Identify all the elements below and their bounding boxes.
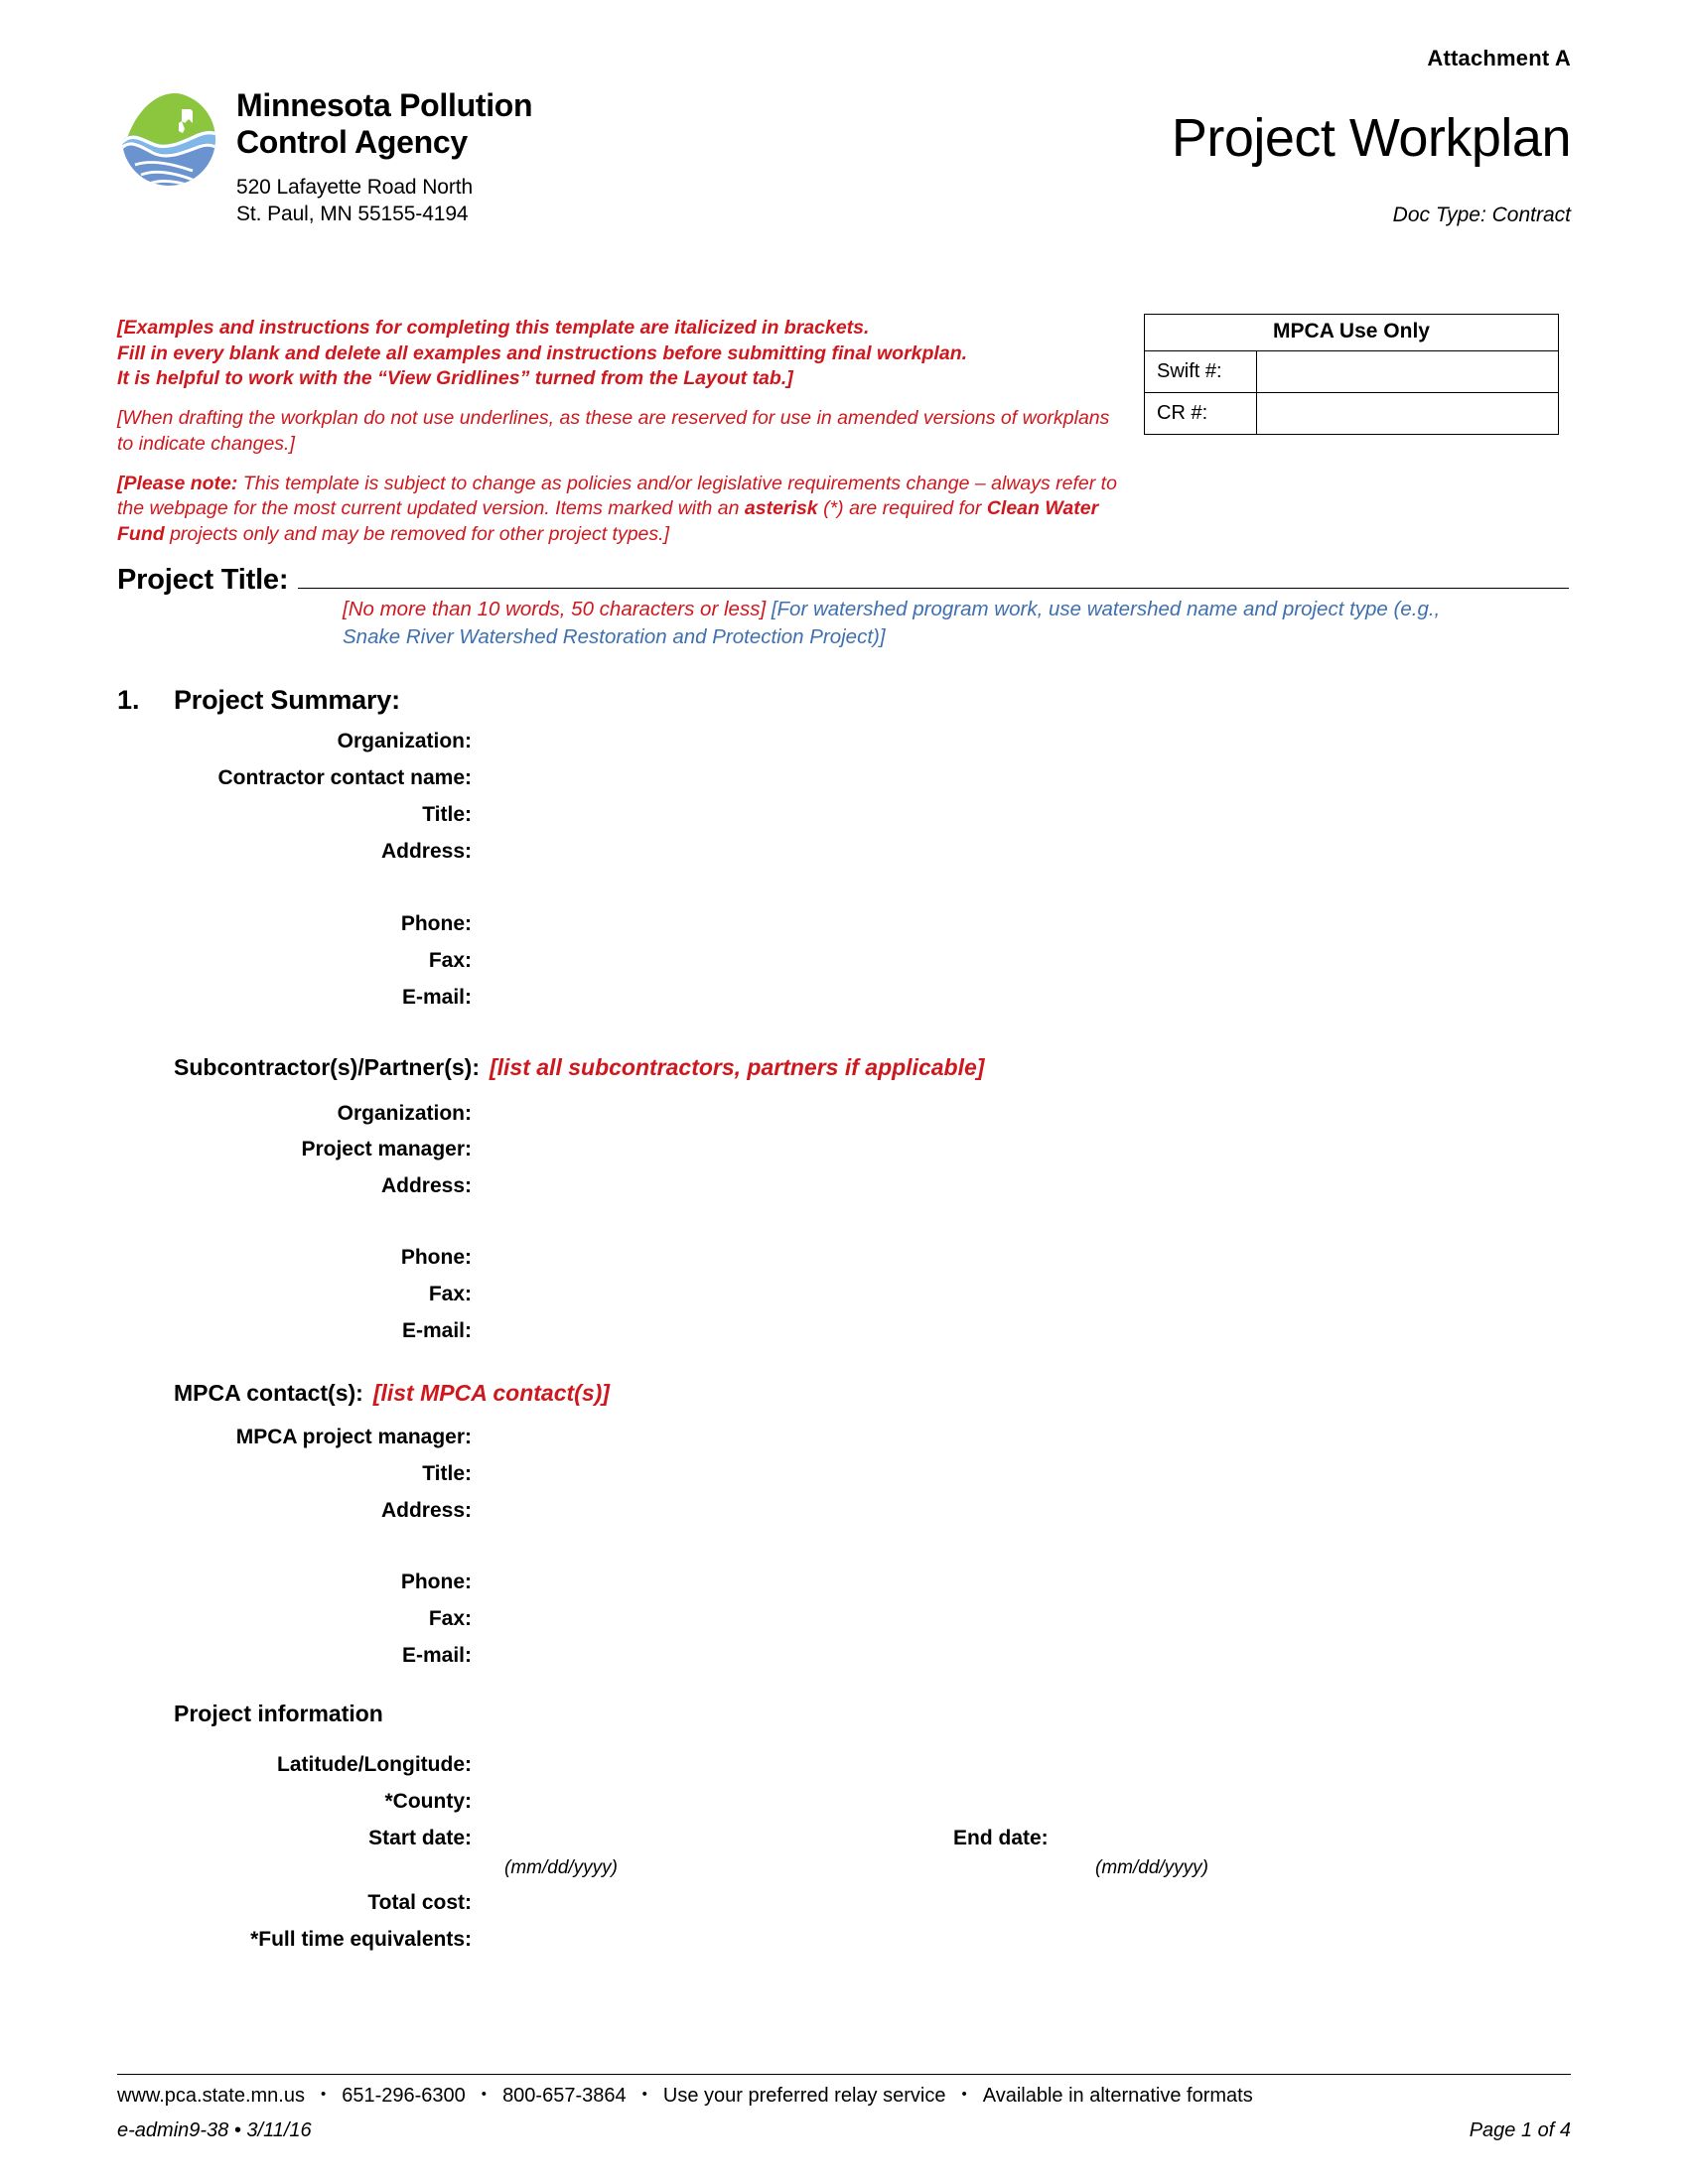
- field-label-mpca-fax: Fax:: [428, 1607, 472, 1630]
- project-title-row: [117, 554, 1569, 597]
- field-label-start-date: Start date:: [368, 1827, 472, 1849]
- attachment-label: Attachment A: [1427, 46, 1571, 70]
- asterisk-word: asterisk: [744, 497, 818, 520]
- instruction-line-1: [Examples and instructions for completing this template are italicized in brackets.: [117, 317, 870, 339]
- instruction-line-2: Fill in every blank and delete all examples and instructions before submitting final workplan.: [117, 341, 968, 364]
- field-label-end-date: End date:: [953, 1827, 1049, 1849]
- subcontractor-heading-row: [174, 1054, 984, 1081]
- please-note-label: [Please note:: [117, 472, 238, 494]
- field-label-sub-phone: Phone:: [400, 1246, 472, 1269]
- cr-number-field[interactable]: [1257, 393, 1559, 435]
- project-title-input[interactable]: [298, 554, 1569, 589]
- start-date-format-hint: (mm/dd/yyyy): [504, 1857, 618, 1878]
- field-label-total-cost: Total cost:: [367, 1891, 472, 1914]
- field-label-phone: Phone:: [400, 912, 472, 935]
- field-label-sub-address: Address:: [380, 1174, 472, 1197]
- agency-name-line1: Minnesota Pollution: [236, 87, 533, 123]
- field-label-title: Title:: [422, 803, 472, 826]
- project-title-hint-red: [No more than 10 words, 50 characters or less]: [343, 598, 767, 620]
- mpca-contacts-hint: [list MPCA contact(s)]: [372, 1380, 610, 1406]
- footer-divider: [117, 2074, 1571, 2075]
- table-row: [1145, 315, 1559, 351]
- bullet-separator-icon: •: [641, 2086, 647, 2103]
- project-title-hint: [343, 596, 1465, 652]
- footer-website[interactable]: www.pca.state.mn.us: [117, 2085, 305, 2107]
- agency-address-line1: 520 Lafayette Road North: [236, 175, 474, 199]
- field-label-mpca-title: Title:: [422, 1462, 472, 1485]
- footer-alternative-formats: Available in alternative formats: [982, 2085, 1253, 2107]
- please-note-text-3: projects only and may be removed for other project types.]: [164, 523, 669, 546]
- footer-document-id: e-admin9-38 • 3/11/16: [117, 2119, 312, 2141]
- agency-address-line2: St. Paul, MN 55155-4194: [236, 202, 469, 225]
- instruction-paragraph-3: [117, 472, 1130, 548]
- field-label-sub-email: E-mail:: [401, 1319, 472, 1342]
- mpca-use-only-header: MPCA Use Only: [1145, 315, 1559, 351]
- bullet-separator-icon: •: [481, 2086, 488, 2103]
- doc-type-label: Doc Type: Contract: [1392, 204, 1571, 226]
- field-label-full-time-equivalents: *Full time equivalents:: [250, 1928, 472, 1951]
- field-label-email: E-mail:: [401, 986, 472, 1009]
- agency-name-line2: Control Agency: [236, 124, 468, 161]
- field-label-sub-fax: Fax:: [428, 1283, 472, 1305]
- field-label-organization: Organization:: [337, 730, 472, 752]
- page-title: Project Workplan: [1171, 108, 1571, 168]
- field-label-address: Address:: [380, 840, 472, 863]
- subcontractor-heading: Subcontractor(s)/Partner(s):: [174, 1054, 480, 1080]
- instruction-line-3: It is helpful to work with the “View Gridlines” turned from the Layout tab.]: [117, 367, 793, 390]
- mpca-contacts-heading-row: [174, 1380, 610, 1407]
- project-title-label: Project Title:: [117, 564, 289, 596]
- end-date-format-hint: (mm/dd/yyyy): [1095, 1857, 1208, 1878]
- footer-relay-service: Use your preferred relay service: [662, 2085, 946, 2107]
- field-label-fax: Fax:: [428, 949, 472, 972]
- field-label-county: *County:: [384, 1790, 472, 1813]
- instructions-block: [117, 316, 1130, 548]
- footer-page-number: Page 1 of 4: [1469, 2119, 1571, 2141]
- footer-meta-line: [117, 2119, 1571, 2142]
- mpca-logo-icon: [119, 89, 218, 189]
- section-1-number: 1.: [117, 685, 140, 715]
- bullet-separator-icon: •: [320, 2086, 327, 2103]
- instruction-paragraph-1: [117, 316, 1130, 392]
- mpca-use-only-table: [1144, 314, 1559, 435]
- table-row: [1145, 351, 1559, 393]
- table-row: [1145, 393, 1559, 435]
- field-label-mpca-project-manager: MPCA project manager:: [235, 1426, 472, 1448]
- mpca-contacts-heading: MPCA contact(s):: [174, 1380, 363, 1406]
- field-label-sub-organization: Organization:: [337, 1102, 472, 1125]
- footer-phone-local: 651-296-6300: [342, 2085, 466, 2107]
- please-note-text-2: (*) are required for: [817, 497, 987, 520]
- field-label-mpca-phone: Phone:: [400, 1570, 472, 1593]
- cr-number-label: CR #:: [1145, 393, 1257, 435]
- field-label-contractor-contact-name: Contractor contact name:: [217, 766, 472, 789]
- footer-phone-toll-free: 800-657-3864: [502, 2085, 627, 2107]
- field-label-mpca-email: E-mail:: [401, 1644, 472, 1667]
- footer-contact-line: [117, 2085, 1571, 2108]
- section-1-title: Project Summary:: [174, 685, 400, 715]
- clean-water-fund-word: Clean Water Fund: [117, 497, 1099, 546]
- please-note-text-1: This template is subject to change as policies and/or legislative requirements change – always refer to the webpage for the most current updated version. Items marked with an: [117, 472, 1117, 520]
- mpca-logo-text: [236, 87, 532, 227]
- project-information-heading: Project information: [174, 1701, 383, 1726]
- field-label-sub-project-manager: Project manager:: [301, 1138, 472, 1160]
- project-title-hint-blue: [For watershed program work, use watershed name and project type (e.g., Snake River Watershed Restoration and Protection Project)]: [343, 598, 1441, 649]
- subcontractor-hint: [list all subcontractors, partners if applicable]: [489, 1054, 985, 1080]
- mpca-logo-block: [119, 87, 532, 227]
- field-label-latitude-longitude: Latitude/Longitude:: [277, 1753, 472, 1776]
- swift-number-label: Swift #:: [1145, 351, 1257, 393]
- field-label-mpca-address: Address:: [380, 1499, 472, 1522]
- swift-number-field[interactable]: [1257, 351, 1559, 393]
- instruction-paragraph-2: [When drafting the workplan do not use underlines, as these are reserved for use in amended versions of workplans to indicate changes.]: [117, 407, 1110, 455]
- bullet-separator-icon: •: [961, 2086, 967, 2103]
